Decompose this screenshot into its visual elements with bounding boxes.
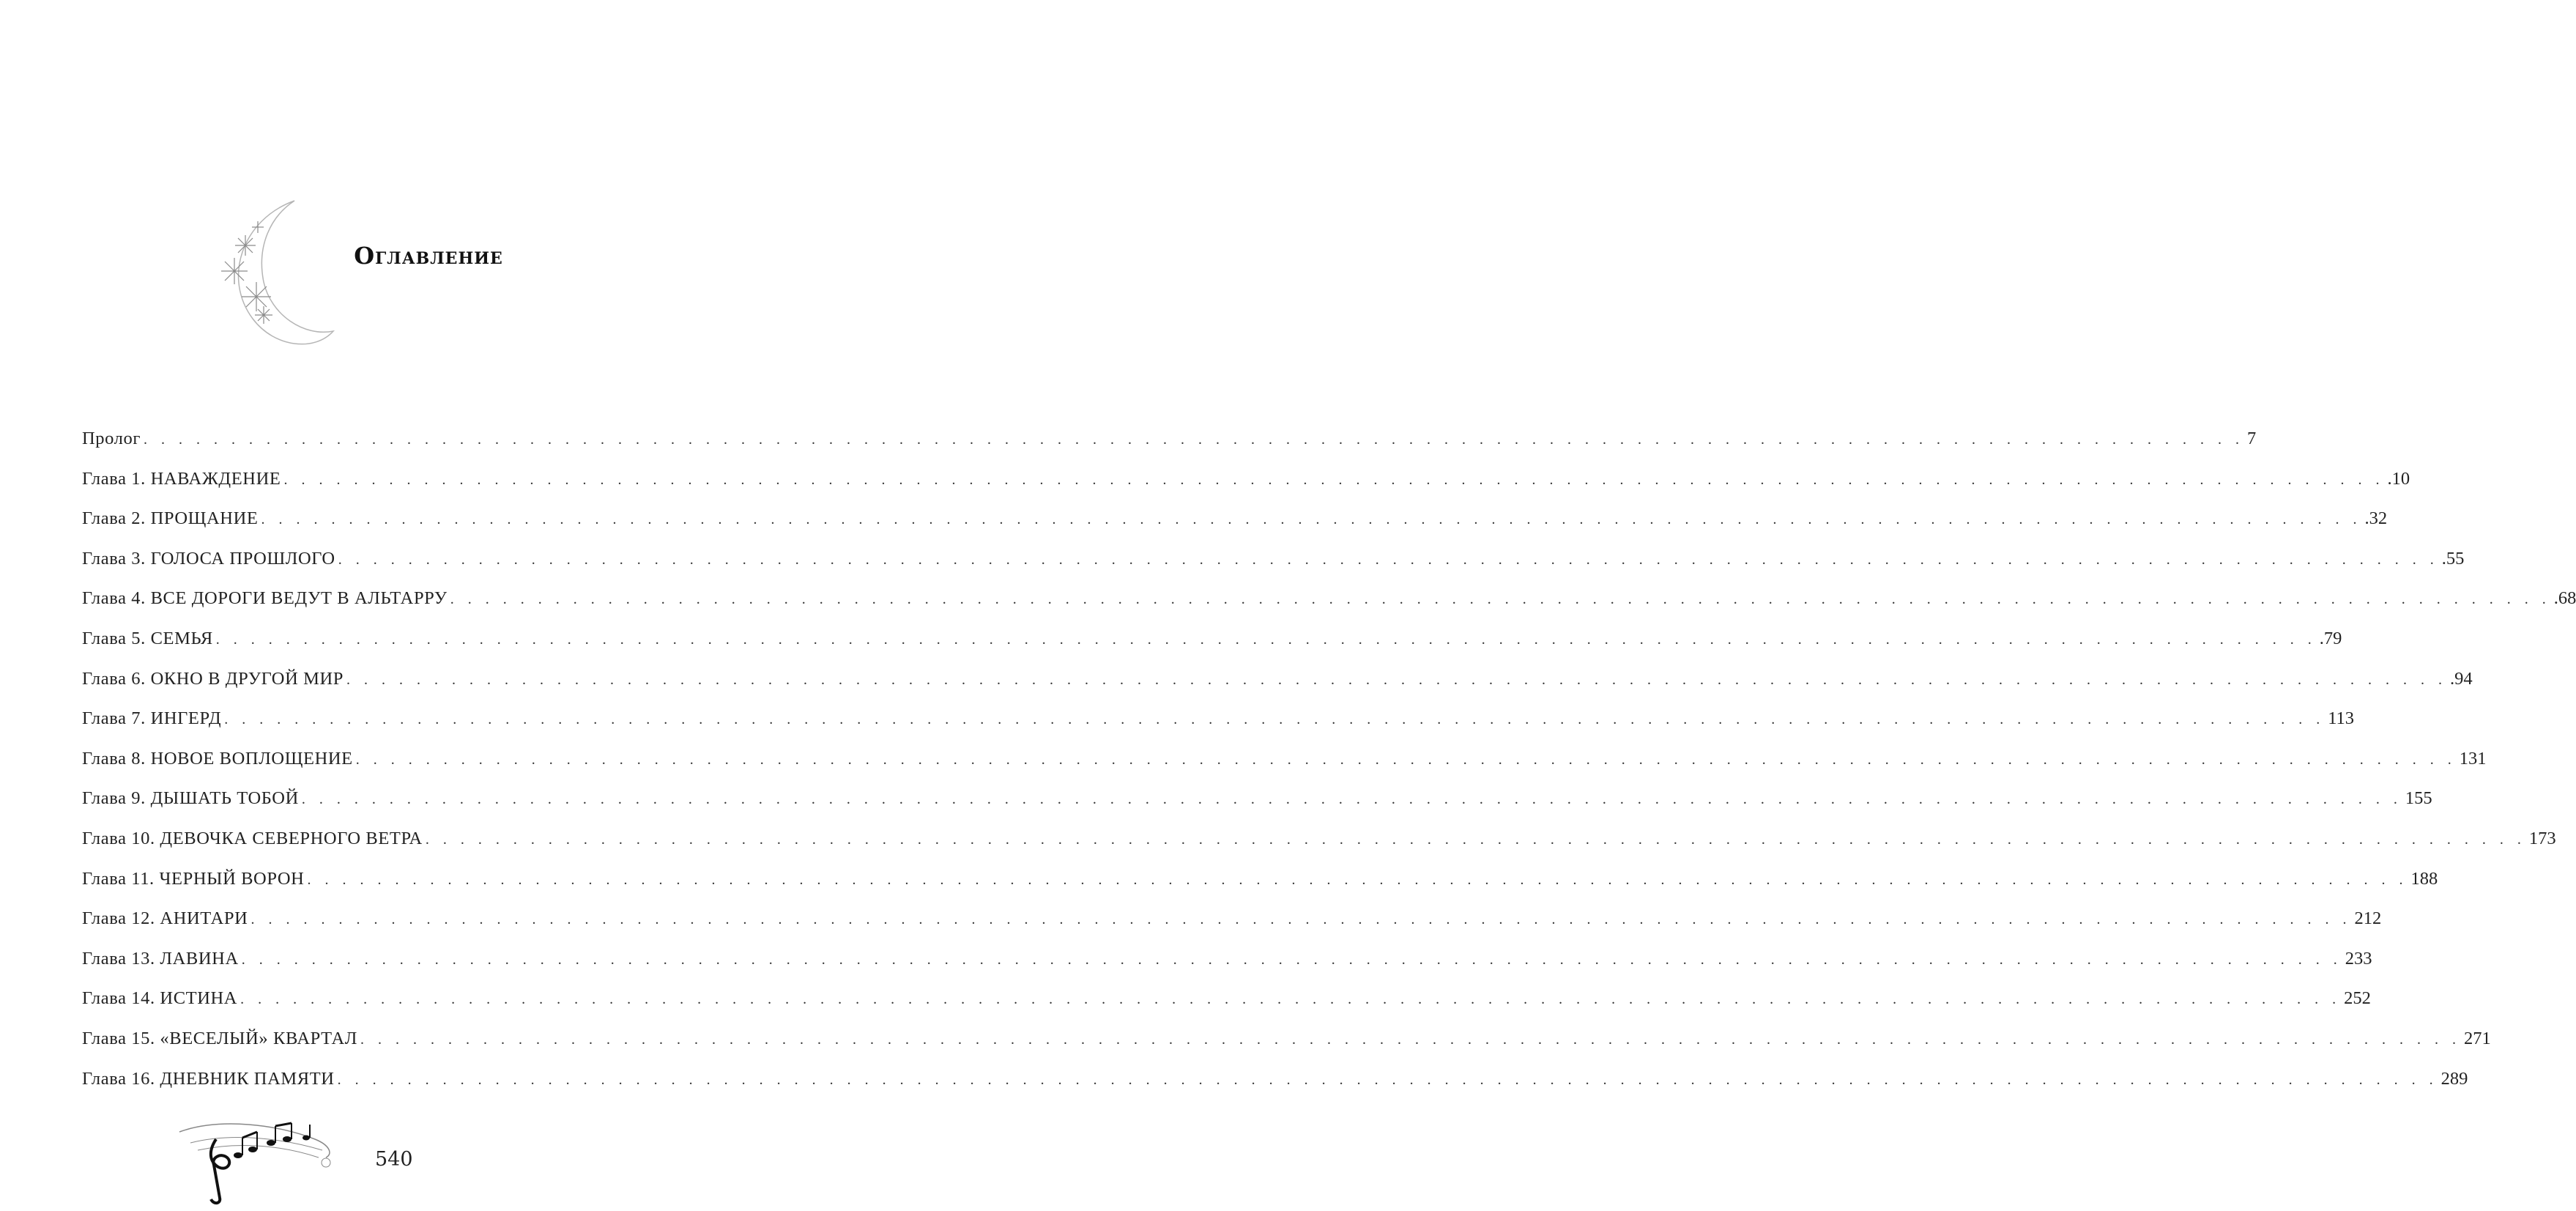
toc-entry-page: 131: [2459, 748, 2487, 769]
toc-entry-title: Глава 9. ДЫШАТЬ ТОБОЙ: [82, 788, 299, 809]
toc-entry-page: 173: [2528, 828, 2556, 848]
toc-entry-page: 7: [2247, 429, 2257, 448]
toc-entry-page: 271: [2464, 1028, 2491, 1048]
toc-entry: [82, 1068, 2468, 1109]
dot-leader: . . . . . . . . . . . . . . . . . . . . . . . . . . . . . . . . . . . . . . . . . . . . . . . . . . . . . . . . . . . . . . . . . . . . . . . . . . . . . . . . . . . . . . . . . . . . . . . . . . . . . . . . . . . . . . . . . . . . . . . .: [240, 991, 2342, 1008]
dot-leader: . . . . . . . . . . . . . . . . . . . . . . . . . . . . . . . . . . . . . . . . . . . . . . . . . . . . . . . . . . . . . . . . . . . . . . . . . . . . . . . . . . . . . . . . . . . . . . . . . . . . . . . . . . . . . . . . . . . . . . . .: [301, 791, 2402, 808]
toc-entry-page: .32: [2364, 508, 2388, 529]
toc-entry: [82, 508, 2388, 549]
toc-entry: [82, 828, 2556, 869]
toc-entry-page: .68: [2553, 588, 2576, 609]
dot-leader: . . . . . . . . . . . . . . . . . . . . . . . . . . . . . . . . . . . . . . . . . . . . . . . . . . . . . . . . . . . . . . . . . . . . . . . . . . . . . . . . . . . . . . . . . . . . . . . . . . . . . . . . . . . . . . . . . . . . . . . .: [144, 432, 2244, 448]
toc-entry-page: .10: [2387, 468, 2410, 489]
dot-leader: . . . . . . . . . . . . . . . . . . . . . . . . . . . . . . . . . . . . . . . . . . . . . . . . . . . . . . . . . . . . . . . . . . . . . . . . . . . . . . . . . . . . . . . . . . . . . . . . . . . . . . . . . . . . . . . . . . . . . . . .: [425, 831, 2526, 848]
toc-entry-title: Глава 2. ПРОЩАНИЕ: [82, 508, 259, 529]
toc-entry-page: 113: [2328, 708, 2355, 729]
toc-entry: [82, 588, 2576, 629]
page-number: 540: [375, 1148, 413, 1171]
crescent-moon-snowflakes-icon: [212, 198, 359, 355]
toc-entry-title: Глава 1. НАВАЖДЕНИЕ: [82, 468, 281, 489]
toc-entry: [82, 1028, 2491, 1069]
dot-leader: . . . . . . . . . . . . . . . . . . . . . . . . . . . . . . . . . . . . . . . . . . . . . . . . . . . . . . . . . . . . . . . . . . . . . . . . . . . . . . . . . . . . . . . . . . . . . . . . . . . . . . . . . . . . . . . . . . . . . . . .: [224, 711, 2326, 728]
dot-leader: . . . . . . . . . . . . . . . . . . . . . . . . . . . . . . . . . . . . . . . . . . . . . . . . . . . . . . . . . . . . . . . . . . . . . . . . . . . . . . . . . . . . . . . . . . . . . . . . . . . . . . . . . . . . . . . . . . . . . . . .: [250, 911, 2352, 928]
toc-entry: [82, 948, 2372, 989]
toc-heading: Оглавление: [354, 242, 503, 270]
toc-entry: [82, 988, 2371, 1029]
toc-entry: [82, 748, 2487, 789]
toc-entry-page: 212: [2354, 908, 2382, 929]
toc-entry-title: Глава 3. ГОЛОСА ПРОШЛОГО: [82, 548, 335, 569]
toc-entry-title: Глава 10. ДЕВОЧКА СЕВЕРНОГО ВЕТРА: [82, 828, 423, 848]
toc-entry-title: Глава 13. ЛАВИНА: [82, 948, 239, 969]
dot-leader: . . . . . . . . . . . . . . . . . . . . . . . . . . . . . . . . . . . . . . . . . . . . . . . . . . . . . . . . . . . . . . . . . . . . . . . . . . . . . . . . . . . . . . . . . . . . . . . . . . . . . . . . . . . . . . . . . . . . . . . .: [215, 631, 2317, 648]
dot-leader: . . . . . . . . . . . . . . . . . . . . . . . . . . . . . . . . . . . . . . . . . . . . . . . . . . . . . . . . . . . . . . . . . . . . . . . . . . . . . . . . . . . . . . . . . . . . . . . . . . . . . . . . . . . . . . . . . . . . . . . .: [337, 1071, 2438, 1088]
toc-entry-title: Глава 8. НОВОЕ ВОПЛОЩЕНИЕ: [82, 748, 353, 769]
toc-entry: [82, 429, 2257, 469]
toc-entry-title: Глава 11. ЧЕРНЫЙ ВОРОН: [82, 868, 305, 889]
table-of-contents: [82, 429, 2576, 1108]
toc-entry-page: .94: [2450, 668, 2473, 689]
toc-entry-page: 252: [2344, 988, 2371, 1009]
toc-entry: [82, 468, 2410, 509]
toc-entry-title: Глава 5. СЕМЬЯ: [82, 628, 213, 648]
toc-entry-page: .55: [2441, 548, 2465, 569]
toc-entry: [82, 708, 2355, 749]
toc-entry-title: Глава 15. «ВЕСЕЛЫЙ» КВАРТАЛ: [82, 1028, 358, 1048]
toc-entry-title: Глава 16. ДНЕВНИК ПАМЯТИ: [82, 1068, 335, 1089]
toc-entry-page: 155: [2405, 788, 2432, 809]
toc-entry: [82, 788, 2432, 829]
toc-entry: [82, 868, 2438, 909]
dot-leader: . . . . . . . . . . . . . . . . . . . . . . . . . . . . . . . . . . . . . . . . . . . . . . . . . . . . . . . . . . . . . . . . . . . . . . . . . . . . . . . . . . . . . . . . . . . . . . . . . . . . . . . . . . . . . . . . . . . . . . . .: [283, 471, 2385, 488]
toc-entry: [82, 668, 2473, 709]
toc-entry-title: Глава 7. ИНГЕРД: [82, 708, 222, 729]
toc-entry: [82, 548, 2465, 589]
dot-leader: . . . . . . . . . . . . . . . . . . . . . . . . . . . . . . . . . . . . . . . . . . . . . . . . . . . . . . . . . . . . . . . . . . . . . . . . . . . . . . . . . . . . . . . . . . . . . . . . . . . . . . . . . . . . . . . . . . . . . . . .: [307, 871, 2408, 888]
dot-leader: . . . . . . . . . . . . . . . . . . . . . . . . . . . . . . . . . . . . . . . . . . . . . . . . . . . . . . . . . . . . . . . . . . . . . . . . . . . . . . . . . . . . . . . . . . . . . . . . . . . . . . . . . . . . . . . . . . . . . . . .: [360, 1031, 2462, 1048]
toc-entry-page: 233: [2345, 948, 2372, 969]
dot-leader: . . . . . . . . . . . . . . . . . . . . . . . . . . . . . . . . . . . . . . . . . . . . . . . . . . . . . . . . . . . . . . . . . . . . . . . . . . . . . . . . . . . . . . . . . . . . . . . . . . . . . . . . . . . . . . . . . . . . . . . .: [346, 671, 2448, 688]
toc-entry: [82, 628, 2342, 669]
dot-leader: . . . . . . . . . . . . . . . . . . . . . . . . . . . . . . . . . . . . . . . . . . . . . . . . . . . . . . . . . . . . . . . . . . . . . . . . . . . . . . . . . . . . . . . . . . . . . . . . . . . . . . . . . . . . . . . . . . . . . . . .: [450, 591, 2551, 608]
toc-entry: [82, 908, 2382, 949]
treble-clef-music-notes-icon: [176, 1117, 352, 1205]
toc-entry-title: Глава 4. ВСЕ ДОРОГИ ВЕДУТ В АЛЬТАРРУ: [82, 588, 448, 609]
toc-entry-page: 188: [2410, 868, 2438, 889]
dot-leader: . . . . . . . . . . . . . . . . . . . . . . . . . . . . . . . . . . . . . . . . . . . . . . . . . . . . . . . . . . . . . . . . . . . . . . . . . . . . . . . . . . . . . . . . . . . . . . . . . . . . . . . . . . . . . . . . . . . . . . . .: [355, 751, 2457, 768]
toc-entry-page: 289: [2440, 1068, 2468, 1089]
dot-leader: . . . . . . . . . . . . . . . . . . . . . . . . . . . . . . . . . . . . . . . . . . . . . . . . . . . . . . . . . . . . . . . . . . . . . . . . . . . . . . . . . . . . . . . . . . . . . . . . . . . . . . . . . . . . . . . . . . . . . . . .: [338, 551, 2439, 568]
toc-entry-title: Глава 6. ОКНО В ДРУГОЙ МИР: [82, 668, 344, 689]
dot-leader: . . . . . . . . . . . . . . . . . . . . . . . . . . . . . . . . . . . . . . . . . . . . . . . . . . . . . . . . . . . . . . . . . . . . . . . . . . . . . . . . . . . . . . . . . . . . . . . . . . . . . . . . . . . . . . . . . . . . . . . .: [261, 511, 2362, 528]
dot-leader: . . . . . . . . . . . . . . . . . . . . . . . . . . . . . . . . . . . . . . . . . . . . . . . . . . . . . . . . . . . . . . . . . . . . . . . . . . . . . . . . . . . . . . . . . . . . . . . . . . . . . . . . . . . . . . . . . . . . . . . .: [241, 951, 2342, 968]
toc-entry-title: Пролог: [82, 429, 141, 448]
toc-entry-title: Глава 14. ИСТИНА: [82, 988, 238, 1009]
toc-entry-title: Глава 12. АНИТАРИ: [82, 908, 248, 929]
toc-entry-page: .79: [2319, 628, 2342, 648]
